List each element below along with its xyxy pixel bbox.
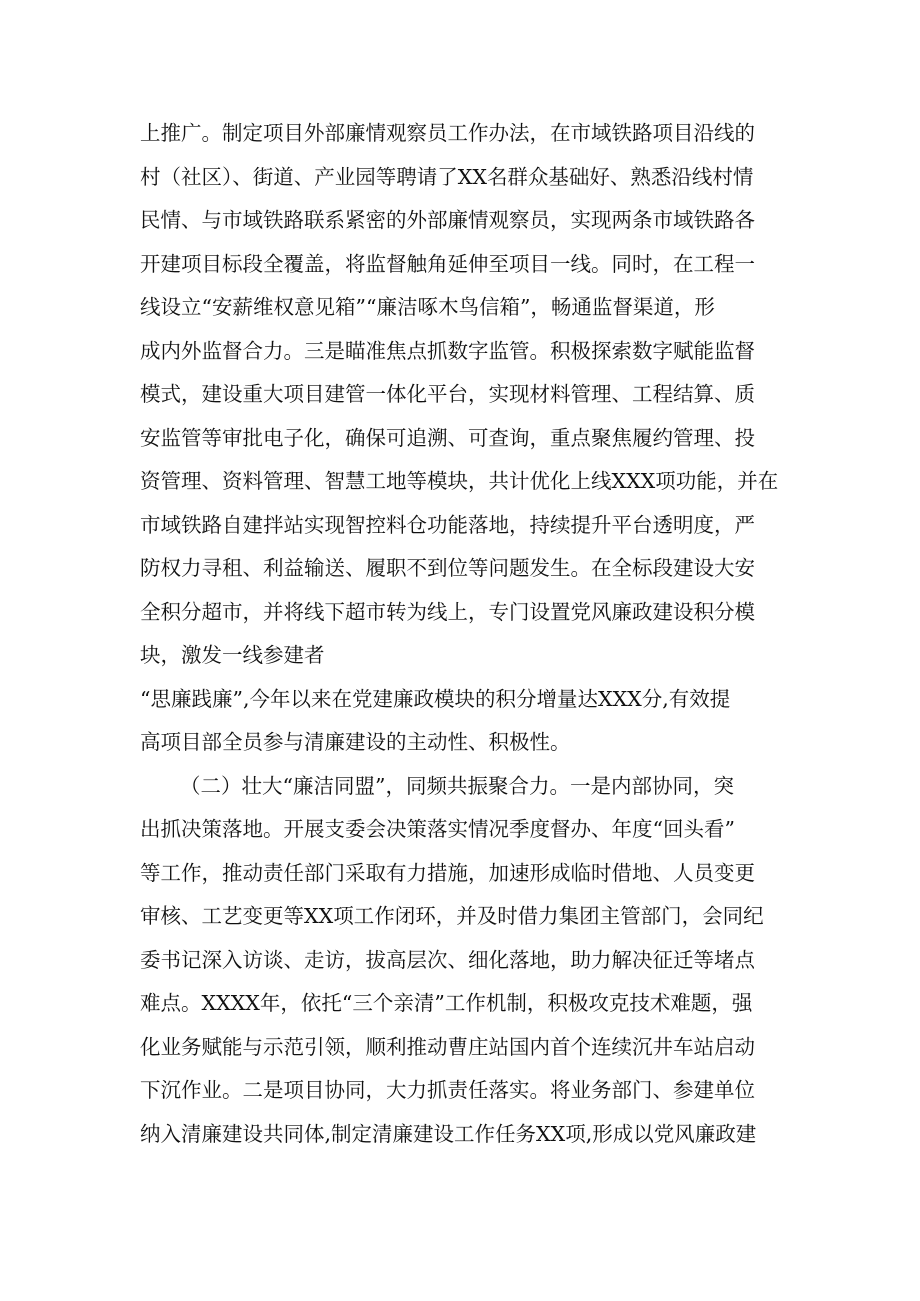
text-line: 化业务赋能与示范引领，顺利推动曹庄站国内首个连续沉井车站启动 bbox=[140, 1034, 755, 1059]
text-line: 市域铁路自建拌站实现智控料仓功能落地，持续提升平台透明度，严 bbox=[140, 512, 755, 537]
text-line: 委书记深入访谈、走访，拔高层次、细化落地，助力解决征迁等堵点 bbox=[140, 947, 755, 972]
text-line: 上推广。制定项目外部廉情观察员工作办法，在市域铁路项目沿线的 bbox=[140, 121, 755, 145]
text-line: 成内外监督合力。三是瞄准焦点抓数字监管。积极探索数字赋能监督 bbox=[140, 338, 755, 363]
section-heading-line: （二）壮大“廉洁同盟”，同频共振聚合力。一是内部协同，突 bbox=[180, 773, 734, 798]
text-line: 全积分超市，并将线下超市转为线上，专门设置党风廉政建设积分模 bbox=[140, 599, 755, 624]
text-line: 纳入清廉建设共同体,制定清廉建设工作任务XX项,形成以党风廉政建 bbox=[140, 1121, 757, 1146]
text-line: 出抓决策落地。开展支委会决策落实情况季度督办、年度“回头看” bbox=[140, 817, 735, 841]
body-text bbox=[140, 112, 800, 1156]
text-line: 模式，建设重大项目建管一体化平台，实现材料管理、工程结算、质 bbox=[140, 382, 755, 406]
text-line: 开建项目标段全覆盖，将监督触角延伸至项目一线。同时，在工程一 bbox=[140, 251, 755, 276]
text-line: 高项目部全员参与清廉建设的主动性、积极性。 bbox=[140, 730, 571, 754]
text-line: 下沉作业。二是项目协同，大力抓责任落实。将业务部门、参建单位 bbox=[140, 1078, 755, 1102]
text-line: 块，激发一线参建者 bbox=[140, 643, 325, 667]
text-line: 民情、与市域铁路联系紧密的外部廉情观察员，实现两条市域铁路各 bbox=[140, 208, 755, 232]
text-line: 安监管等审批电子化，确保可追溯、可查询，重点聚焦履约管理、投 bbox=[140, 425, 755, 450]
text-line: 防权力寻租、利益输送、履职不到位等问题发生。在全标段建设大安 bbox=[140, 556, 755, 580]
text-line: 资管理、资料管理、智慧工地等模块，共计优化上线XXX项功能，并在 bbox=[140, 469, 779, 493]
text-line: 线设立“安薪维权意见箱”“廉洁啄木鸟信箱”，畅通监督渠道，形 bbox=[140, 295, 715, 319]
text-line: 等工作，推动责任部门采取有力措施，加速形成临时借地、人员变更 bbox=[140, 860, 755, 885]
text-line: 难点。XXXX年，依托“三个亲清”工作机制，积极攻克技术难题，强 bbox=[140, 991, 753, 1015]
text-line: “思廉践廉”,今年以来在党建廉政模块的积分增量达XXX分,有效提 bbox=[140, 686, 731, 711]
text-line: 审核、工艺变更等XX项工作闭环，并及时借力集团主管部门，会同纪 bbox=[140, 904, 764, 928]
text-line: 村（社区）、街道、产业园等聘请了XX名群众基础好、熟悉沿线村情 bbox=[140, 164, 754, 189]
